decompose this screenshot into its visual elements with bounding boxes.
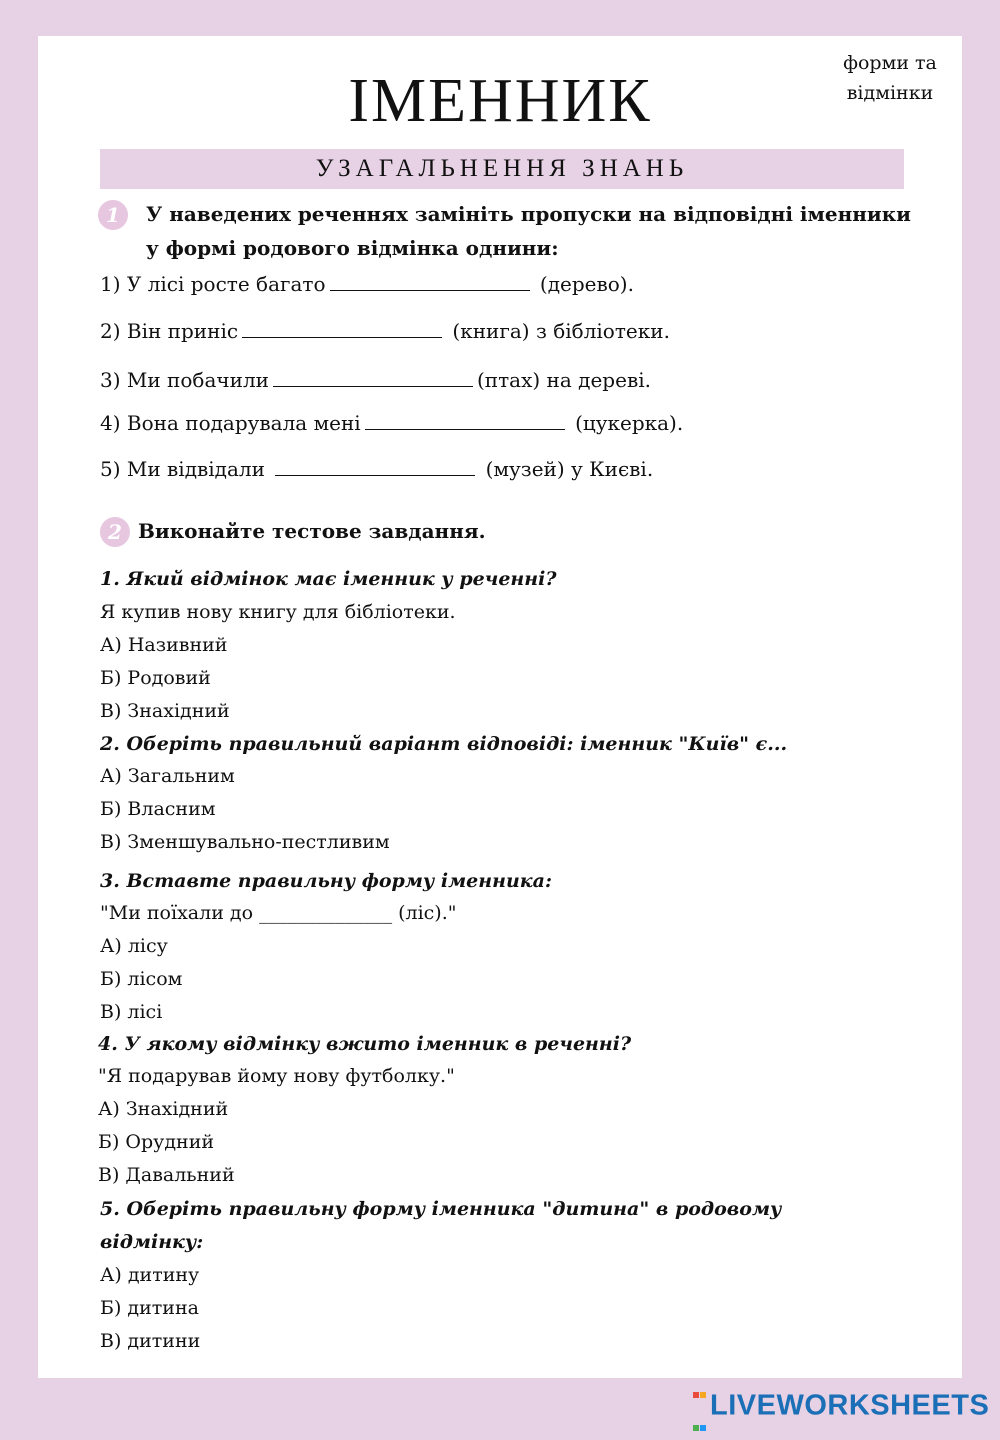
task1-sentence <box>100 368 651 392</box>
question-example: "Ми поїхали до ______________ (ліс)." <box>100 902 457 924</box>
answer-option[interactable]: Б) Орудний <box>98 1131 215 1153</box>
section-banner: УЗАГАЛЬНЕННЯ ЗНАНЬ <box>100 149 904 189</box>
answer-blank[interactable] <box>330 289 530 291</box>
question-example: Я купив нову книгу для бібліотеки. <box>100 601 456 623</box>
logo-text: LIVEWORKSHEETS <box>710 1389 990 1422</box>
answer-option[interactable]: Б) Власним <box>100 798 216 820</box>
page-title: ІМЕННИК <box>348 67 652 135</box>
answer-option[interactable]: Б) дитина <box>100 1297 199 1319</box>
answer-option[interactable]: А) Знахідний <box>98 1098 229 1120</box>
worksheet-page <box>38 36 962 1378</box>
question-example: "Я подарував йому нову футболку." <box>98 1065 455 1087</box>
task1-instruction: У наведених реченнях замініть пропуски на відповідні іменники у формі родового відмінка однини: <box>146 202 911 260</box>
answer-blank[interactable] <box>275 474 475 476</box>
answer-option[interactable]: В) Зменшувально-пестливим <box>100 831 390 853</box>
task1-sentence <box>100 272 634 296</box>
question-text: 2. Оберіть правильний варіант відповіді: іменник "Київ" є... <box>100 733 788 755</box>
answer-option[interactable]: Б) Родовий <box>100 667 211 689</box>
answer-blank[interactable] <box>365 428 565 430</box>
question-text: відмінку: <box>100 1231 204 1253</box>
answer-option[interactable]: В) Давальний <box>98 1164 235 1186</box>
sentence-text: 2) Він приніс <box>100 319 239 343</box>
sentence-text: 5) Ми відвідали <box>100 457 265 481</box>
sentence-text: 3) Ми побачили <box>100 368 269 392</box>
answer-option[interactable]: Б) лісом <box>100 968 183 990</box>
task-number-badge: 1 <box>98 200 128 230</box>
answer-blank[interactable] <box>273 385 473 387</box>
task1-sentence <box>100 411 683 435</box>
task2-instruction: Виконайте тестове завдання. <box>138 519 486 543</box>
sentence-hint: (птах) на дереві. <box>476 368 651 392</box>
question-text: 3. Вставте правильну форму іменника: <box>100 870 552 892</box>
answer-option[interactable]: В) Знахідний <box>100 700 230 722</box>
sentence-hint: (музей) у Києві. <box>485 457 654 481</box>
sentence-hint: (дерево). <box>539 272 634 296</box>
task1-sentence <box>100 457 653 481</box>
corner-note: форми та відмінки <box>843 52 937 104</box>
logo-blocks-icon <box>693 1374 707 1440</box>
sentence-hint: (книга) з бібліотеки. <box>452 319 670 343</box>
answer-option[interactable]: А) Загальним <box>100 765 235 787</box>
answer-blank[interactable] <box>242 336 442 338</box>
answer-option[interactable]: В) лісі <box>100 1001 163 1023</box>
task-number-badge: 2 <box>100 517 130 547</box>
task1-sentence <box>100 319 670 343</box>
answer-option[interactable]: А) дитину <box>100 1264 200 1286</box>
sentence-text: 4) Вона подарувала мені <box>100 411 361 435</box>
question-text: 1. Який відмінок має іменник у реченні? <box>100 568 557 590</box>
answer-option[interactable]: А) лісу <box>100 935 168 957</box>
answer-option[interactable]: В) дитини <box>100 1330 201 1352</box>
answer-option[interactable]: А) Називний <box>100 634 228 656</box>
question-text: 5. Оберіть правильну форму іменника "дитина" в родовому <box>100 1198 782 1220</box>
sentence-text: 1) У лісі росте багато <box>100 272 326 296</box>
question-text: 4. У якому відмінку вжито іменник в реченні? <box>98 1033 632 1055</box>
sentence-hint: (цукерка). <box>575 411 684 435</box>
liveworksheets-logo[interactable] <box>693 1374 989 1440</box>
